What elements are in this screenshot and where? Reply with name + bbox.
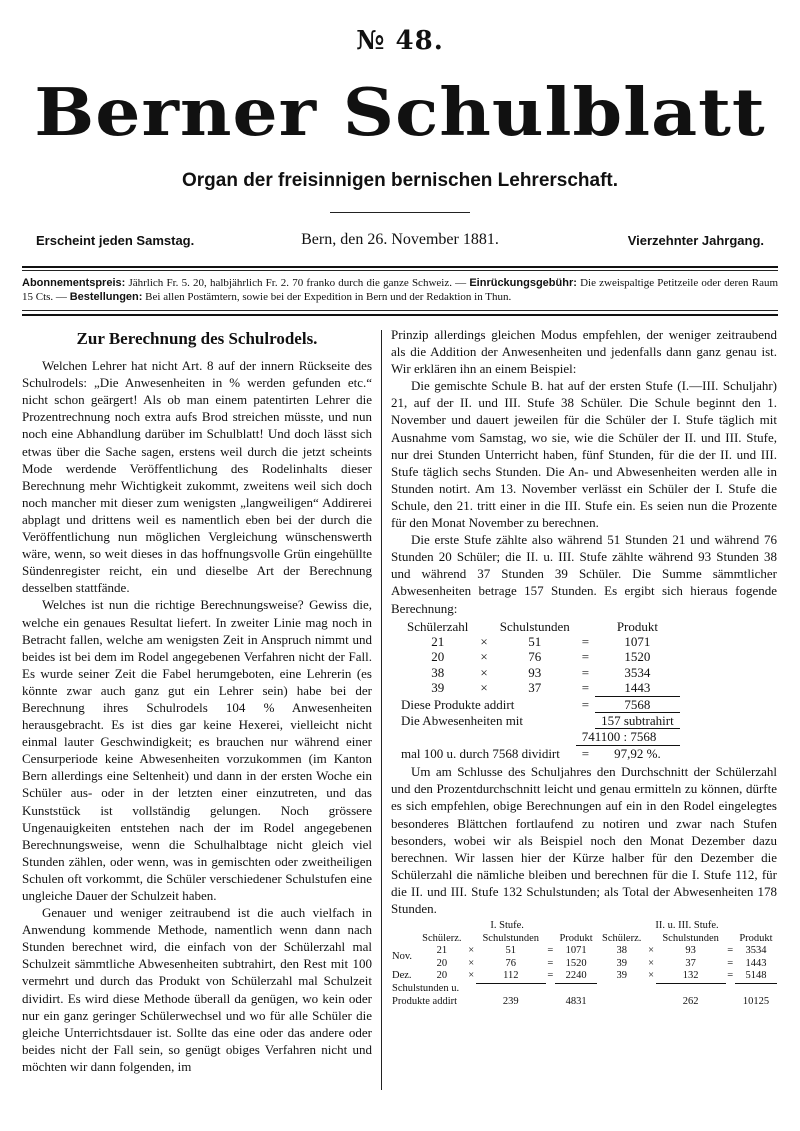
cell: 93 — [528, 664, 542, 680]
equals-sign: = — [547, 970, 554, 982]
equals-sign: = — [581, 649, 590, 665]
column-header: Schülerz. — [422, 932, 462, 944]
equals-sign: = — [581, 664, 590, 680]
sum-label: Schulstunden u. — [392, 983, 460, 995]
division-value: 741100 : 7568 — [576, 729, 680, 745]
cell: 21 — [431, 634, 445, 649]
cell: 5148 — [735, 970, 777, 983]
sum-row — [391, 996, 777, 1009]
table-row — [401, 649, 680, 664]
absences-label: Die Abwesenheiten mit — [401, 713, 524, 729]
month-label: Dez. — [392, 970, 412, 982]
column-header: Schulstunden — [499, 618, 570, 634]
issue-info-line — [36, 231, 764, 253]
article-title: Zur Berechnung des Schulrodels. — [76, 329, 318, 348]
article-paragraph: Um am Schlusse des Schuljahres den Durchschnitt der Schülerzahl und den Prozentdurchschnitt leicht und genau ermitteln zu können, dürfte es sich empfehlen, obige Berechnungen auf ein in den Rodel eingelegtes besonderes Blättchen fortlaufend zu notiren und zwar nach Stufen besonders, wobei wir als Beispiel noch den Monat Dezember dazu berechnen. Wir lassen hier der Kürze halber für den Dezember die Schülerzahl die nämliche bleiben und berechnen für die I. Stufe 112, für die II. und III. Stufe 132 Schulstunden; als Total der Abwesenheiten 178 Stunden. — [391, 764, 777, 916]
article-paragraph: Die erste Stufe zählte also während 51 Stunden 21 und während 76 Stunden 20 Schüler; die II. u. III. Stufe zählte während 93 Stunden 38 und während 37 Stunden 39 Schüler. Die Summe sämmtlicher Abwesenheiten betrage 157 Stunden. Es ergibt sich hieraus fogende Berechnung: — [391, 532, 777, 616]
divider — [22, 266, 778, 268]
column-header: Produkt — [559, 932, 593, 944]
cell: 1520 — [624, 649, 651, 665]
order-label: Bestellungen: — [69, 291, 143, 303]
times-sign: × — [480, 664, 488, 680]
cell: 3534 — [745, 945, 767, 957]
sum-value: 7568 — [595, 696, 680, 712]
cell: 76 — [505, 957, 517, 969]
times-sign: × — [480, 680, 488, 696]
table-row — [391, 945, 777, 958]
cell: 51 — [505, 945, 517, 957]
cell: 21 — [436, 945, 448, 957]
cell: 20 — [436, 957, 448, 969]
equals-sign: = — [547, 957, 554, 969]
cell: 39 — [616, 970, 627, 982]
absences-value: 157 subtrahirt — [595, 713, 680, 729]
table-row — [401, 665, 680, 680]
times-sign: × — [468, 945, 475, 957]
times-sign: × — [648, 970, 654, 982]
sum-value: 4831 — [565, 995, 587, 1007]
dateline: Bern, den 26. November 1881. — [301, 231, 499, 248]
cell: 93 — [685, 945, 696, 957]
column-header: Produkt — [616, 618, 658, 634]
equals-sign: = — [581, 745, 590, 761]
divider — [22, 314, 778, 316]
newspaper-title: Berner Schulblatt — [34, 73, 766, 151]
calculation-table — [401, 619, 680, 762]
cell: 39 — [616, 957, 627, 969]
group-header: I. Stufe. — [490, 920, 524, 932]
insertion-text: Die zweispaltige Petitzeile oder deren Raum 15 Cts. — — [22, 277, 779, 303]
divider — [22, 270, 778, 271]
cell: 112 — [476, 970, 546, 983]
cell: 1071 — [624, 634, 651, 649]
sum-value: 239 — [502, 995, 519, 1007]
newspaper-subtitle: Organ der freisinnigen bernischen Lehrerschaft. — [181, 170, 619, 191]
month-label: Nov. — [392, 951, 413, 963]
subscription-text: Jährlich Fr. 5. 20, halbjährlich Fr. 2. 70 franko durch die ganze Schweiz. — — [128, 277, 467, 289]
sum-label: Produkte addirt — [392, 995, 458, 1007]
column-header: Schulstunden — [482, 932, 540, 944]
table-row — [401, 634, 680, 649]
cell: 3534 — [624, 664, 651, 680]
publication-frequency: Erscheint jeden Samstag. — [36, 233, 195, 248]
times-sign: × — [480, 649, 488, 665]
cell: 20 — [436, 970, 448, 982]
group-header: II. u. III. Stufe. — [655, 920, 719, 932]
cell: 37 — [685, 957, 696, 969]
cell: 1443 — [595, 680, 680, 696]
divider — [22, 310, 778, 311]
cell: 37 — [528, 680, 542, 696]
divider — [330, 212, 470, 213]
subscription-info — [22, 276, 778, 304]
equals-sign: = — [727, 970, 734, 982]
order-text: Bei allen Postämtern, sowie bei der Expedition in Bern und der Redaktion in Thun. — [145, 291, 512, 303]
times-sign: × — [648, 945, 654, 957]
issue-number: № 48. — [356, 26, 444, 56]
column-header: Schülerzahl — [407, 618, 469, 634]
cell: 132 — [656, 970, 726, 983]
cell: 39 — [431, 680, 445, 696]
article-paragraph: Welches ist nun die richtige Berechnungsweise? Gewiss die, welche ein genaues Resultat liefert. In zweiter Linie mag noch in Betracht fallen, welche am wenigsten Zeit in Anspruch nimmt und beides ist bei dem im Rodel angegebenen Verfahren nicht der Fall. Es wurde seiner Zeit die Fabel herumgeboten, eine Lehrerin (es könnte zwar auch ganz gut ein Lehrer sein) habe bei der Berechnung ihres Schulrodels 104 % Anwesenheiten herausgebracht. Es ist dies gar keine Hexerei, vielleicht nicht einmal lauter Geschwindigkeit; es brauchen nur während einer Censurperiode keine Abwesenheiten vorzukommen (im Kanton Bern allerdings eine Seltenheit) und dann in der ersten Woche ein Schüler aus- oder in der letzten einer einzutreten, und das Kunststück ist vollständig gelungen. Noch grössere Ungenauigkeiten entstehen nach der im Rodel angegebenen Berechnungsweise, wenn die Schulhalbtage nicht gleich viel Stunden zählen, oder wenn, was in gemischten oder zweitheiligen Schulen oft vorkommt, die Schüler verschiedener Schulstufen eine ungleiche Dauer der Schulzeit haben. — [22, 597, 372, 903]
times-sign: × — [468, 970, 475, 982]
cell: 2240 — [555, 970, 597, 983]
sum-row — [401, 696, 680, 712]
cell: 1520 — [565, 957, 587, 969]
table-header-row — [391, 933, 777, 946]
subscription-label: Abonnementspreis: — [22, 277, 126, 289]
cell: 1071 — [565, 945, 587, 957]
equals-sign: = — [727, 957, 734, 969]
volume-label: Vierzehnter Jahrgang. — [627, 233, 764, 248]
cell: 20 — [431, 649, 445, 665]
table-row — [391, 970, 777, 983]
cell: 51 — [528, 634, 542, 649]
equals-sign: = — [581, 680, 590, 696]
sum-value: 10125 — [742, 995, 770, 1007]
cell: 76 — [528, 649, 542, 665]
cell: 38 — [616, 945, 627, 957]
cell: 38 — [431, 664, 445, 680]
result-label: mal 100 u. durch 7568 dividirt — [401, 745, 560, 761]
sum-value: 262 — [682, 995, 699, 1007]
table-row — [401, 680, 680, 696]
article-paragraph: Prinzip allerdings gleichen Modus empfehlen, der weniger zeitraubend als die Addition der Anwesenheiten und jedenfalls dann ganz genau ist. Wir erklären ihn an einem Beispiel: — [391, 327, 777, 377]
equals-sign: = — [581, 634, 590, 649]
article-right-column — [391, 326, 777, 1008]
statistics-table — [391, 920, 777, 1008]
division-row — [401, 729, 680, 745]
table-row — [391, 958, 777, 971]
sum-row — [391, 983, 777, 996]
insertion-label: Einrückungsgebühr: — [469, 277, 577, 289]
subtract-row — [401, 713, 680, 729]
column-header: Schülerz. — [602, 932, 642, 944]
column-divider — [381, 330, 382, 1090]
column-header: Produkt — [739, 932, 773, 944]
equals-sign: = — [727, 945, 734, 957]
equals-sign: = — [581, 696, 590, 712]
times-sign: × — [648, 957, 654, 969]
article-paragraph: Die gemischte Schule B. hat auf der ersten Stufe (I.—III. Schuljahr) 21, auf der II. und III. Stufe 38 Schüler. Die Schule beginnt den 1. November und dauert jeweilen für die Schüler der I. Stufe täglich mit Ausnahme vom Samstag, wo sie, wie die Schüler der II. und III. Stufe, nur drei Stunden Unterricht haben, fünf Stunden, für die der II. und III. Stufe täglich sechs Stunden. Die An- und Abwesenheiten werden alle in Stunden notirt. Am 13. November verlässt ein Schüler der I. Stufe die Schule, den 21. tritt einer in die III. Stufe ein. Es seien nun die Prozente für den Monat November zu berechnen. — [391, 378, 777, 531]
equals-sign: = — [547, 945, 554, 957]
result-value: 97,92 %. — [614, 745, 661, 761]
times-sign: × — [468, 957, 475, 969]
table-header-row — [401, 619, 680, 634]
table-group-row — [391, 920, 777, 933]
sum-label: Diese Produkte addirt — [401, 696, 515, 712]
column-header: Schulstunden — [662, 932, 719, 944]
result-row — [401, 745, 680, 761]
article-left-column — [22, 326, 372, 1075]
article-paragraph: Welchen Lehrer hat nicht Art. 8 auf der innern Rückseite des Schulrodels: „Die Anwesenheiten in % werden gefunden etc.“ nicht schon geärgert! Als ob man einem patentirten Lehrer die Prozentrechnung noch extra aufs Brod streichen müsste, und nun noch eine Abhandlung darüber im Schulblatt! Und doch lässt sich etwas über die Sache sagen, erstens weil durch die jetzt scheints Mode werdende Veröffentlichung des Rodelinhalts dieser Berechnung mehr Wichtigkeit zukommt, zweitens weil sich doch noch mancher mit dieser zum wenigsten „langweiligen“ Addirerei abplagt und drittens weil es namentlich eben bei der durch die Veröffentlichung nun möglichen Vergleichung wünschenswerth wäre, wenn, so weit dieses in das hoffnungsvolle Grün eingehüllte Sündenregister reicht, ein und dieselbe Art der Berechnung desselben stattfände. — [22, 358, 372, 596]
times-sign: × — [480, 634, 488, 649]
article-paragraph: Genauer und weniger zeitraubend ist die auch vielfach in Anwendung kommende Methode, namentlich wenn dann nach Stunden berechnet wird, die einfach von der Schülerzahl mal Schulzeit sämmtliche Abwesenheiten subtrahirt, den Rest mit 100 vermehrt und durch das Produkt von Schülerzahl mal Schulzeit dividirt. Es wird diese Methode überall da genügen, wo kein oder nur ein ganz geringer Schülerwechsel und wo für alle Schüler die gleiche Unterrichtsdauer ist. Sollte das eine oder das andere oder beides nicht der Fall sein, so genügt obiges Verfahren nicht und möchten wir dann folgenden, im — [22, 905, 372, 1074]
cell: 1443 — [745, 957, 767, 969]
